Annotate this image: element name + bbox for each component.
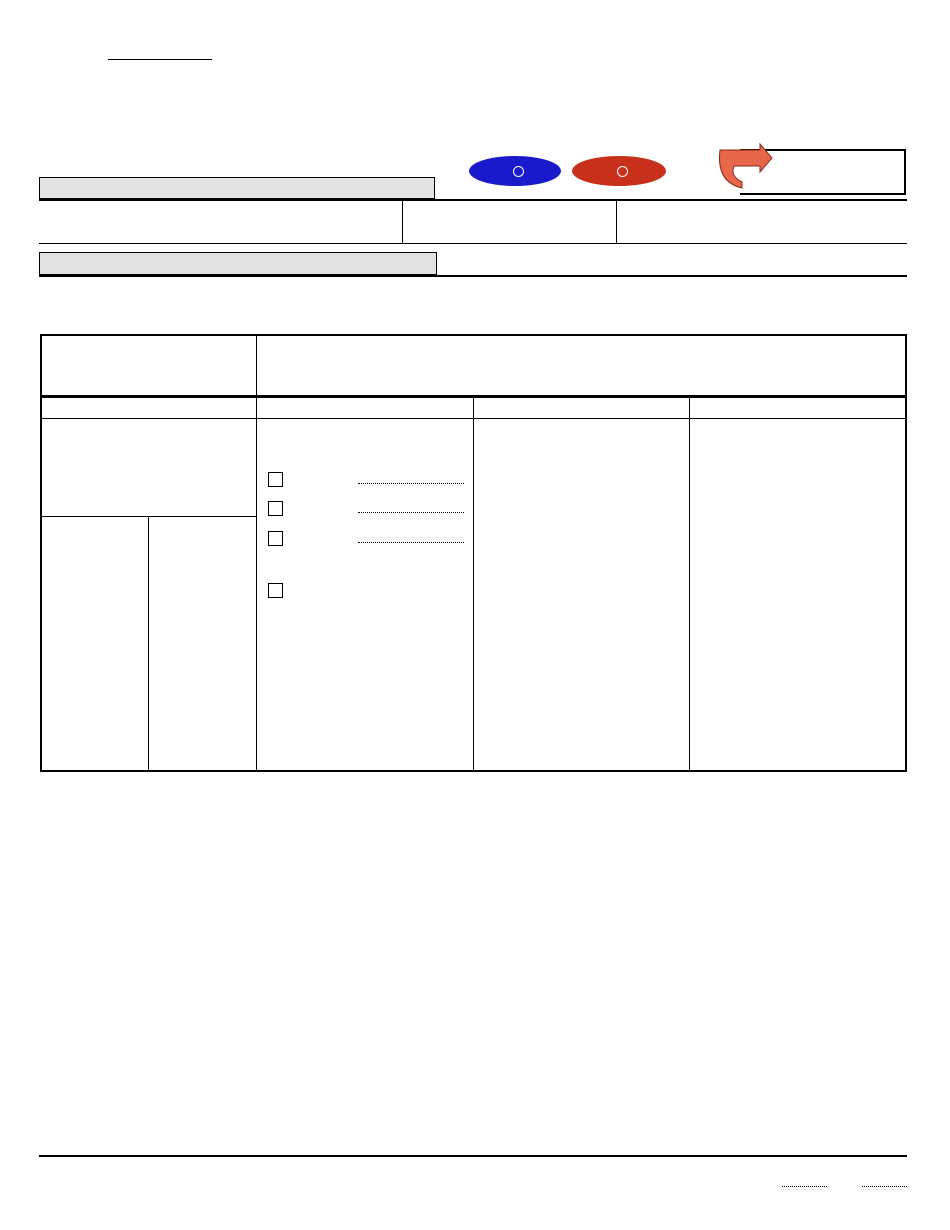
duties-table-header [40,334,907,397]
duty-name-line [40,516,256,517]
job-title-input[interactable] [617,216,906,242]
duty-name-input[interactable] [42,444,254,514]
header-row-line [256,418,907,419]
posture-checkbox[interactable] [268,531,283,546]
column-divider [148,516,149,772]
column-divider [256,396,257,772]
posture-duration-input[interactable] [358,512,464,513]
first-name-input[interactable] [403,216,615,242]
print-radio-icon [513,166,524,177]
posture-duration-input[interactable] [358,542,464,543]
page-number-input[interactable] [782,1186,827,1187]
duty-section-2 [40,778,907,1151]
section-f-header [39,252,437,275]
last-name-input[interactable] [40,216,402,242]
posture-duration-input[interactable] [358,483,464,484]
worker-info-header [39,177,435,199]
duty-number-line [40,418,256,419]
print-button[interactable] [469,156,561,186]
posture-checkbox[interactable] [268,472,283,487]
column-divider [689,396,690,772]
page-total-input[interactable] [862,1186,907,1187]
start-arrow-icon [712,142,774,192]
posture-checkbox[interactable] [268,501,283,516]
column-divider [473,396,474,772]
reset-radio-icon [617,166,628,177]
duty-number-input[interactable] [42,398,254,417]
reset-button[interactable] [572,156,666,186]
alternate-checkbox[interactable] [268,583,283,598]
duty-section-1 [40,396,907,772]
wsib-logo [38,38,218,86]
